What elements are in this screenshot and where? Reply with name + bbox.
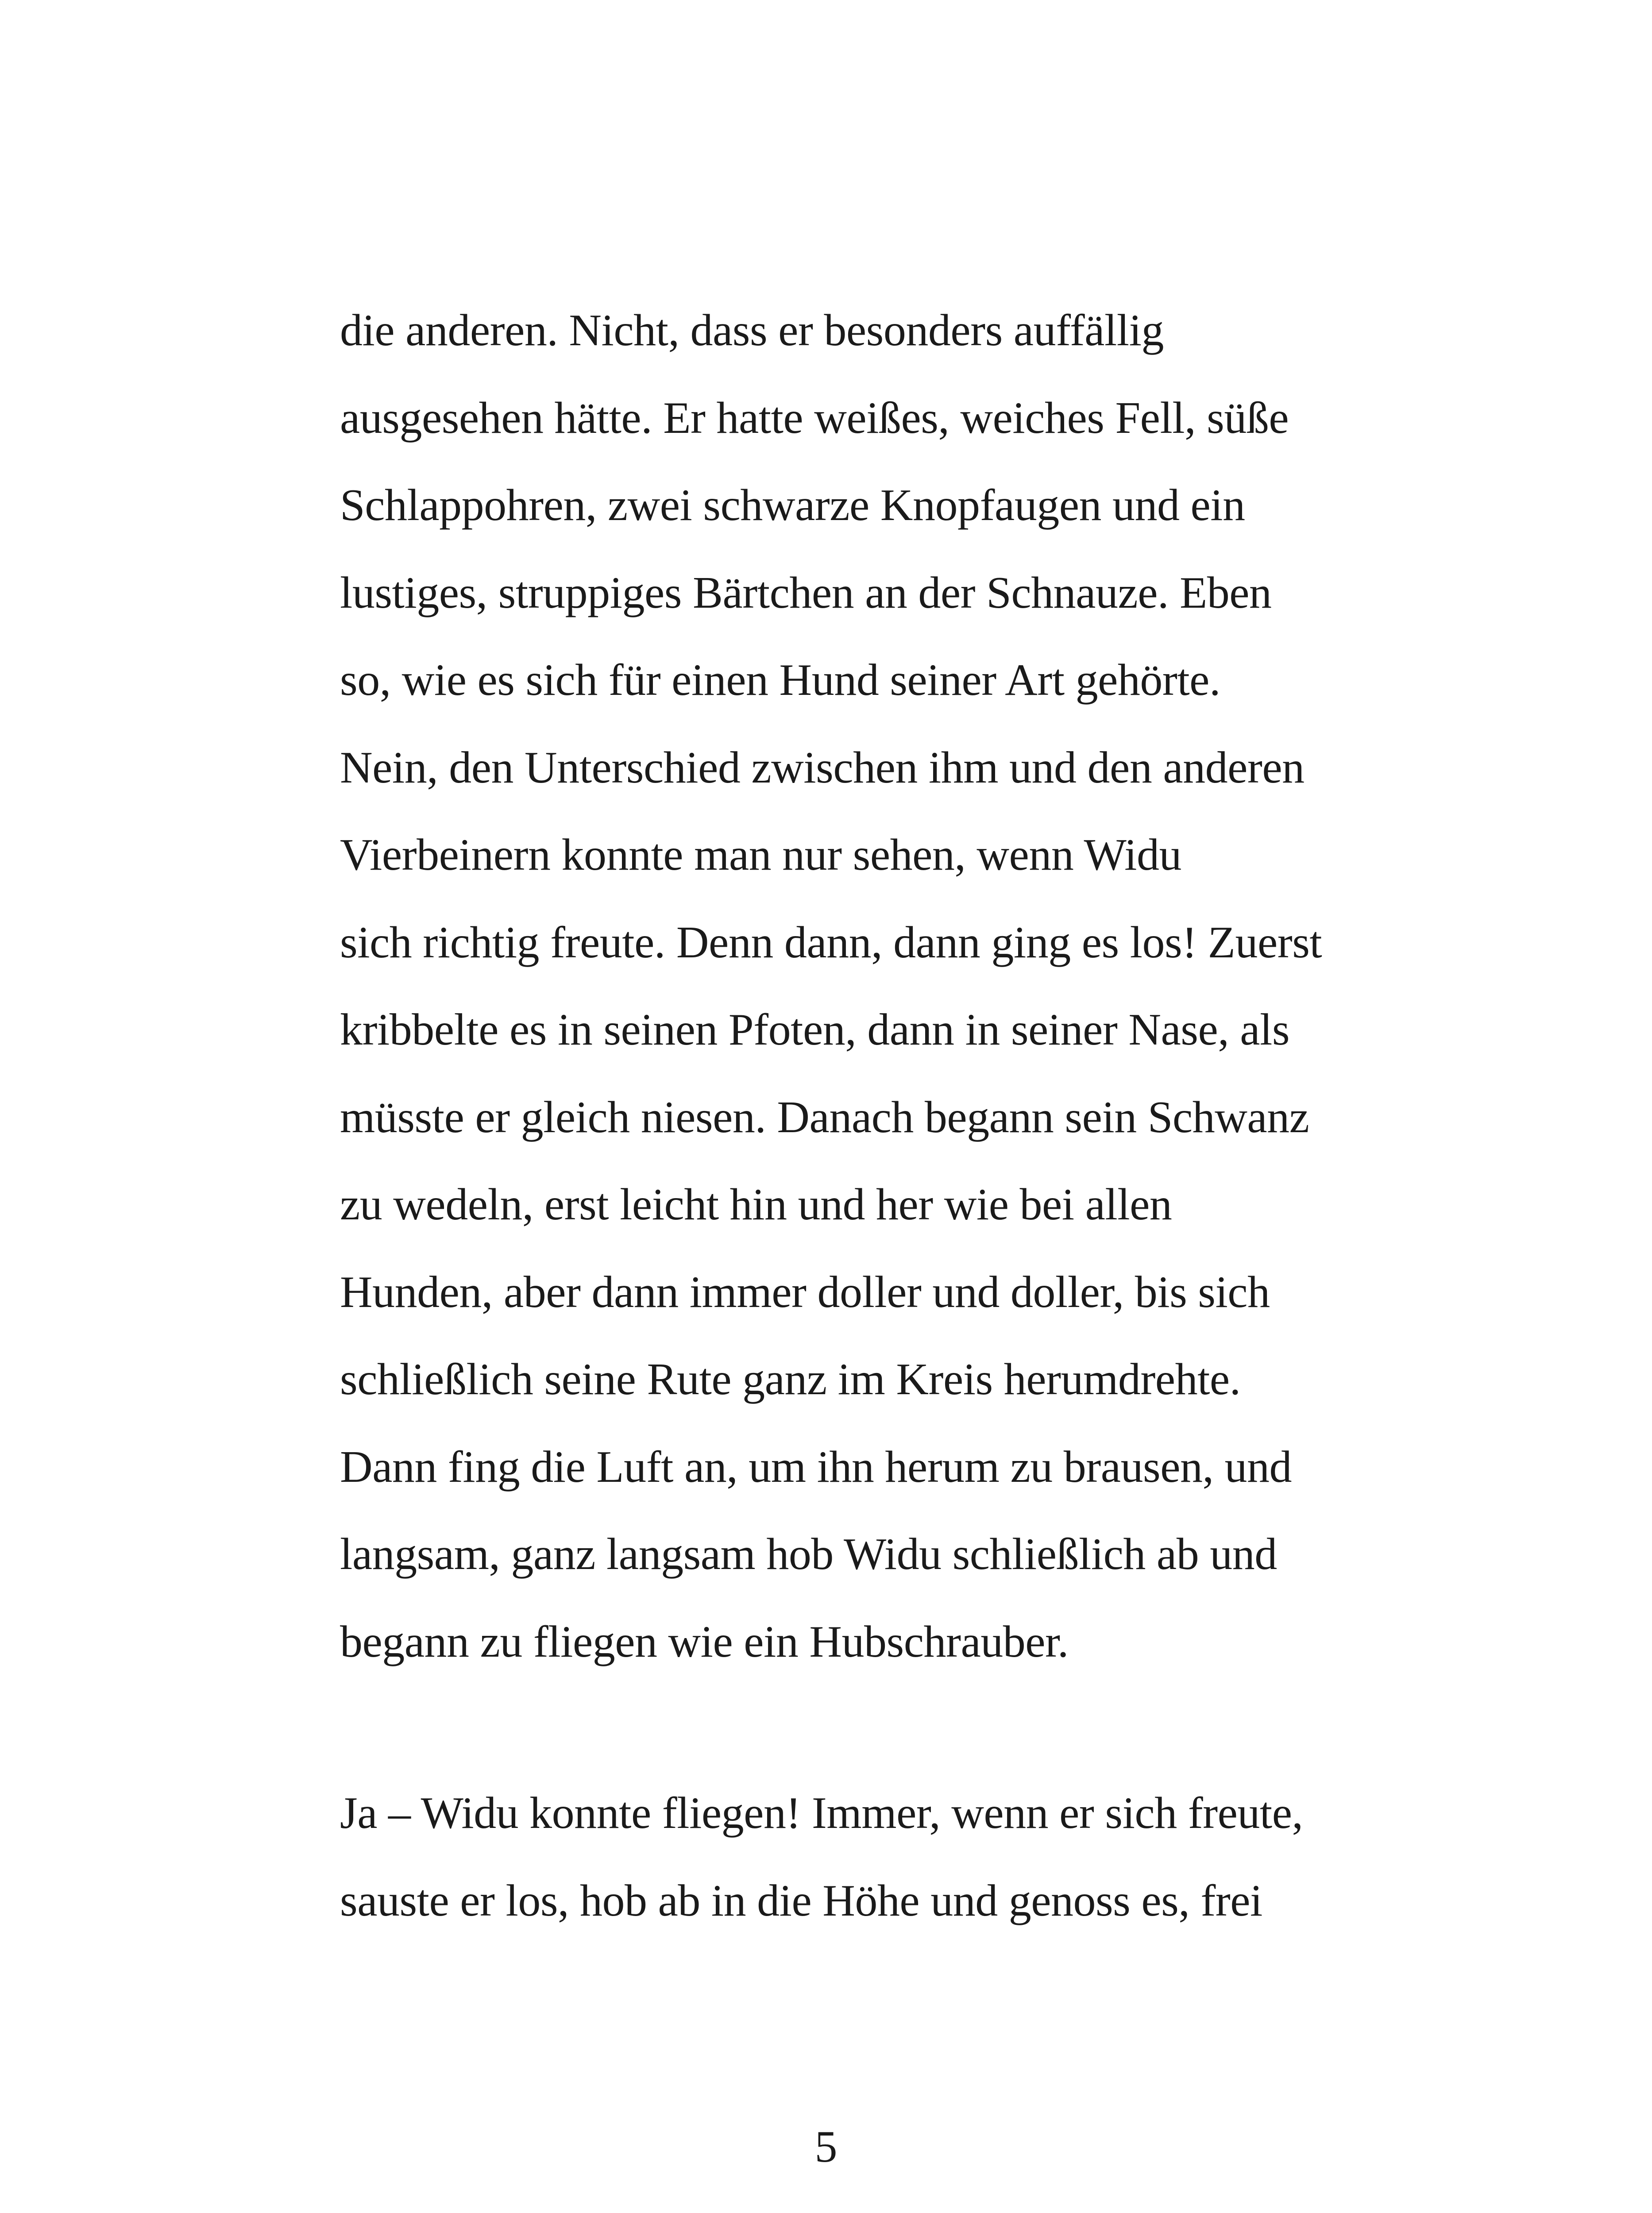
text-line: begann zu fliegen wie ein Hubschrauber. <box>340 1616 1069 1667</box>
text-line: lustiges, struppiges Bärtchen an der Schnauze. Eben <box>340 567 1272 618</box>
text-line: Hunden, aber dann immer doller und doller, bis sich <box>340 1267 1270 1317</box>
text-line: Dann fing die Luft an, um ihn herum zu brausen, und <box>340 1442 1292 1492</box>
text-line: die anderen. Nicht, dass er besonders auffällig <box>340 305 1164 355</box>
text-line: kribbelte es in seinen Pfoten, dann in seiner Nase, als <box>340 1005 1290 1055</box>
text-line: Schlappohren, zwei schwarze Knopfaugen und ein <box>340 480 1245 530</box>
text-line: sauste er los, hob ab in die Höhe und genoss es, frei <box>340 1875 1262 1926</box>
text-line: zu wedeln, erst leicht hin und her wie bei allen <box>340 1180 1172 1230</box>
text-line: so, wie es sich für einen Hund seiner Art gehörte. <box>340 655 1220 705</box>
paragraph-1 <box>340 287 1402 1685</box>
text-line: Vierbeinern konnte man nur sehen, wenn Widu <box>340 830 1182 880</box>
paragraph-2 <box>340 1770 1402 1944</box>
page-number: 5 <box>814 2122 838 2172</box>
text-line: langsam, ganz langsam hob Widu schließlich ab und <box>340 1529 1277 1579</box>
text-line: schließlich seine Rute ganz im Kreis herumdrehte. <box>340 1354 1241 1404</box>
text-line: Ja – Widu konnte fliegen! Immer, wenn er sich freute, <box>340 1788 1303 1838</box>
text-line: Nein, den Unterschied zwischen ihm und den anderen <box>340 742 1305 793</box>
text-line: müsste er gleich niesen. Danach begann sein Schwanz <box>340 1092 1309 1142</box>
text-line: ausgesehen hätte. Er hatte weißes, weiches Fell, süße <box>340 393 1289 443</box>
text-line: sich richtig freute. Denn dann, dann ging es los! Zuerst <box>340 917 1322 968</box>
